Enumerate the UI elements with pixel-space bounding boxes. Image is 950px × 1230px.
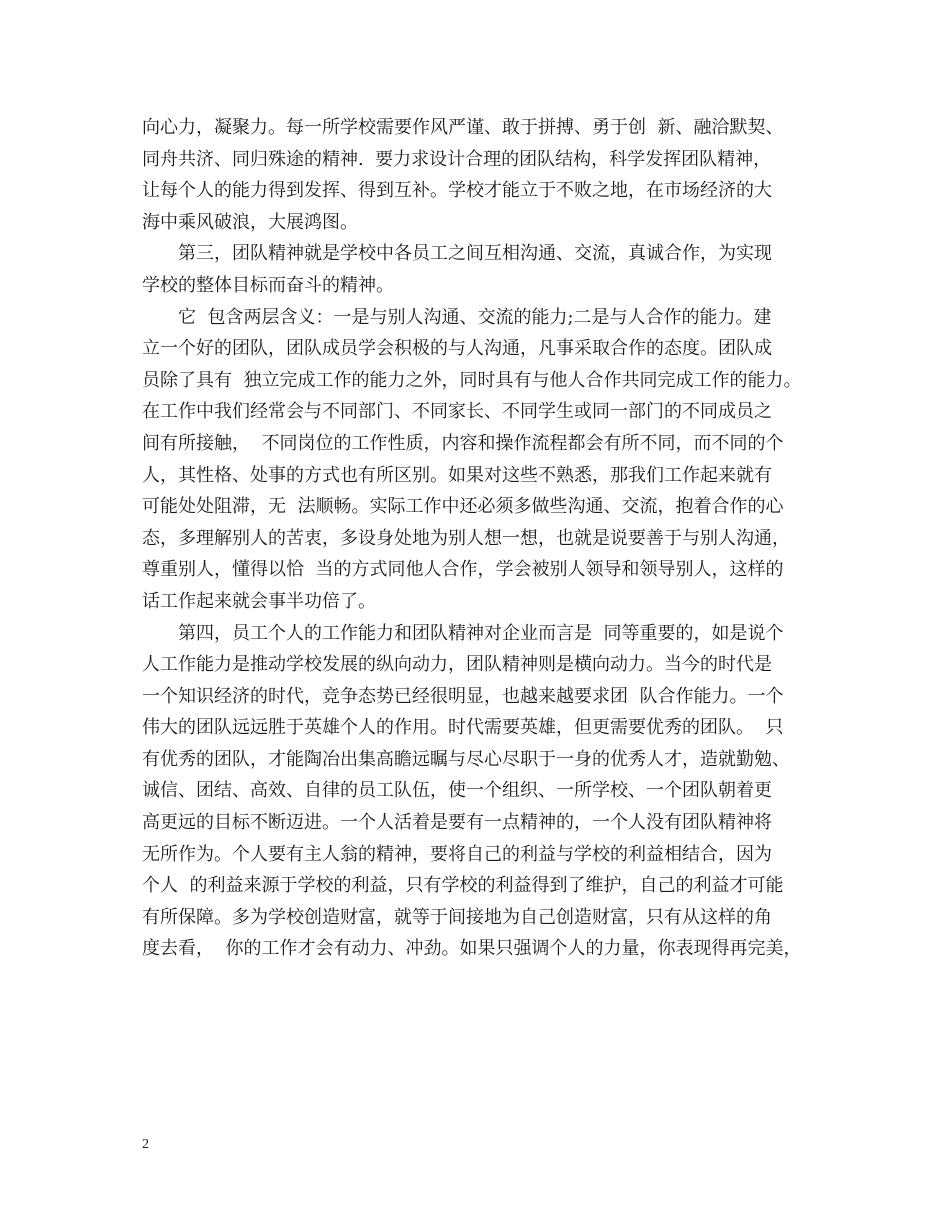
text-line: 度去看， 你的工作才会有动力、冲劲。如果只强调个人的力量，你表现得再完美， <box>142 938 802 960</box>
text-line: 一个知识经济的时代，竞争态势已经很明显，也越来越要求团 队合作能力。一个 <box>142 685 784 707</box>
text-line: 第三，团队精神就是学校中各员工之间互相沟通、交流，真诚合作，为实现 <box>178 243 772 265</box>
text-line: 可能处处阻滞，无 法顺畅。实际工作中还必须多做些沟通、交流，抱着合作的心 <box>142 496 784 518</box>
text-line: 立一个好的团队，团队成员学会积极的与人沟通，凡事采取合作的态度。团队成 <box>142 338 772 360</box>
text-line: 无所作为。个人要有主人翁的精神，要将自己的利益与学校的利益相结合，因为 <box>142 843 772 865</box>
text-line: 学校的整体目标而奋斗的精神。 <box>142 274 394 296</box>
text-line: 伟大的团队远远胜于英雄个人的作用。时代需要英雄，但更需要优秀的团队。 只 <box>142 717 784 739</box>
text-line: 尊重别人，懂得以恰 当的方式同他人合作，学会被别人领导和领导别人，这样的 <box>142 559 784 581</box>
text-line: 让每个人的能力得到发挥、得到互补。学校才能立于不败之地，在市场经济的大 <box>142 180 772 202</box>
page-number: 2 <box>142 1137 149 1152</box>
text-line: 间有所接触， 不同岗位的工作性质，内容和操作流程都会有所不同，而不同的个 <box>142 432 784 454</box>
text-line: 有所保障。多为学校创造财富，就等于间接地为自己创造财富，只有从这样的角 <box>142 906 772 928</box>
text-line: 诚信、团结、高效、自律的员工队伍，使一个组织、一所学校、一个团队朝着更 <box>142 780 772 802</box>
text-line: 在工作中我们经常会与不同部门、不同家长、不同学生或同一部门的不同成员之 <box>142 401 772 423</box>
text-line: 第四，员工个人的工作能力和团队精神对企业而言是 同等重要的，如是说个 <box>178 622 784 644</box>
text-line: 它 包含两层含义：一是与别人沟通、交流的能力;二是与人合作的能力。建 <box>178 306 772 328</box>
text-line: 高更远的目标不断迈进。一个人活着是要有一点精神的，一个人没有团队精神将 <box>142 812 772 834</box>
text-line: 个人 的利益来源于学校的利益，只有学校的利益得到了维护，自己的利益才可能 <box>142 875 784 897</box>
text-line: 海中乘风破浪，大展鸿图。 <box>142 211 358 233</box>
text-line: 人，其性格、处事的方式也有所区别。如果对这些不熟悉，那我们工作起来就有 <box>142 464 772 486</box>
text-line: 人工作能力是推动学校发展的纵向动力，团队精神则是横向动力。当今的时代是 <box>142 654 772 676</box>
text-line: 有优秀的团队，才能陶冶出集高瞻远瞩与尽心尽职于一身的优秀人才，造就勤勉、 <box>142 748 790 770</box>
text-line: 员除了具有 独立完成工作的能力之外，同时具有与他人合作共同完成工作的能力。 <box>142 369 802 391</box>
text-line: 同舟共济、同归殊途的精神. 要力求设计合理的团队结构，科学发挥团队精神， <box>142 148 772 170</box>
text-line: 向心力，凝聚力。每一所学校需要作风严谨、敢于拼搏、勇于创 新、融洽默契、 <box>142 117 784 138</box>
text-line: 态，多理解别人的苦衷，多设身处地为别人想一想，也就是说要善于与别人沟通， <box>142 527 790 549</box>
body-text <box>142 112 832 965</box>
text-line: 话工作起来就会事半功倍了。 <box>142 590 376 612</box>
